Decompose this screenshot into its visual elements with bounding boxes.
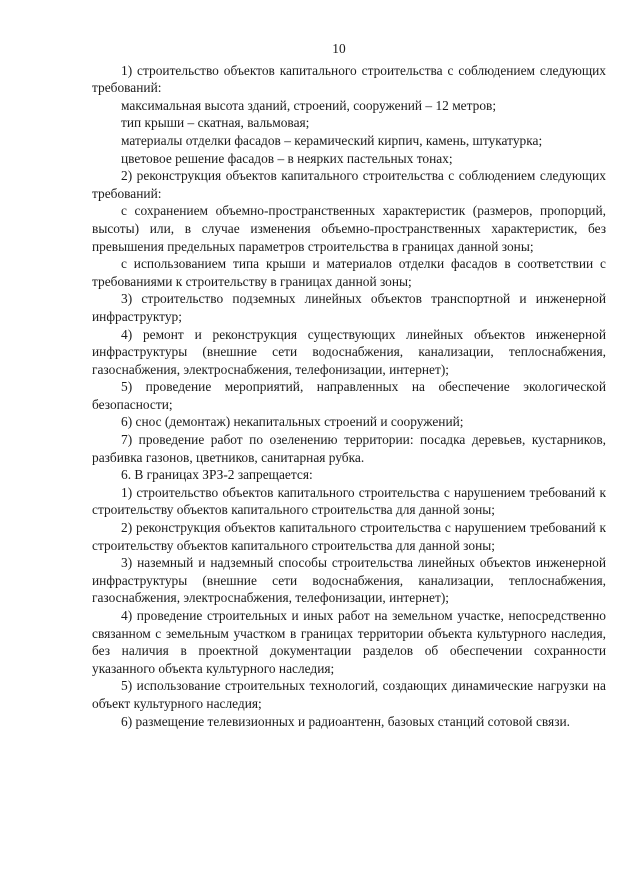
paragraph-repair-lines: 4) ремонт и реконструкция существующих линейных объектов инженерной инфраструктуры (внешние сети водоснабжения, канализации, теплоснабжения, газоснабжения, электроснабжения, телефонизации, интернет);: [92, 326, 606, 377]
page-number: 10: [332, 41, 346, 56]
paragraph-prohibited-construction: 1) строительство объектов капитального строительства с нарушением требований к строительству объектов капитального строительства для данной зоны;: [92, 484, 606, 518]
paragraph-greening: 7) проведение работ по озеленению территории: посадка деревьев, кустарников, разбивка газонов, цветников, санитарная рубка.: [92, 432, 606, 465]
paragraph-demolition: 6) снос (демонтаж) некапитальных строений и сооружений;: [121, 414, 464, 430]
paragraph-prohibited-dynamic-loads: 5) использование строительных технологий, создающих динамические нагрузки на объект культурного наследия;: [92, 678, 606, 711]
paragraph-permitted-construction: 1) строительство объектов капитального строительства с соблюдением следующих требований:: [92, 62, 606, 96]
paragraph-permitted-reconstruction: 2) реконструкция объектов капитального строительства с соблюдением следующих требований:: [92, 168, 606, 201]
paragraph-volume-preservation: с сохранением объемно-пространственных характеристик (размеров, пропорций, высоты) или, в случае изменения объемно-пространственных характеристик, без превышения предельных параметров строительства в границах данной зоны;: [92, 203, 606, 254]
paragraph-prohibited-reconstruction: 2) реконструкция объектов капитального строительства с нарушением требований к строительству объектов капитального строительства для данной зоны;: [92, 520, 606, 553]
paragraph-roof-and-materials: с использованием типа крыши и материалов отделки фасадов в соответствии с требованиями к строительству в границах данной зоны;: [92, 256, 606, 289]
paragraph-max-height: максимальная высота зданий, строений, сооружений – 12 метров;: [121, 97, 497, 113]
paragraph-facade-materials: материалы отделки фасадов – керамический кирпич, камень, штукатурка;: [121, 132, 543, 148]
paragraph-facade-colors: цветовое решение фасадов – в неярких пастельных тонах;: [121, 150, 453, 166]
paragraph-underground-lines: 3) строительство подземных линейных объектов транспортной и инженерной инфраструктур;: [92, 291, 606, 324]
paragraph-ecology: 5) проведение мероприятий, направленных на обеспечение экологической безопасности;: [92, 379, 606, 412]
paragraph-prohibited-overground-lines: 3) наземный и надземный способы строительства линейных объектов инженерной инфраструктуры (внешние сети водоснабжения, канализации, теплоснабжения, газоснабжения, электроснабжения, телефонизации, интернет);: [92, 555, 606, 606]
paragraph-prohibited-works: 4) проведение строительных и иных работ на земельном участке, непосредственно связанном с земельным участком в границах территории объекта культурного наследия, без наличия в проектной документации разделов об обеспечении сохранности указанного объекта культурного наследия;: [92, 608, 606, 676]
paragraph-prohibited-antennas: 6) размещение телевизионных и радиоантенн, базовых станций сотовой связи.: [121, 713, 570, 729]
paragraph-zrz2-heading: 6. В границах ЗРЗ-2 запрещается:: [121, 467, 313, 483]
paragraph-roof-type: тип крыши – скатная, вальмовая;: [121, 115, 310, 131]
